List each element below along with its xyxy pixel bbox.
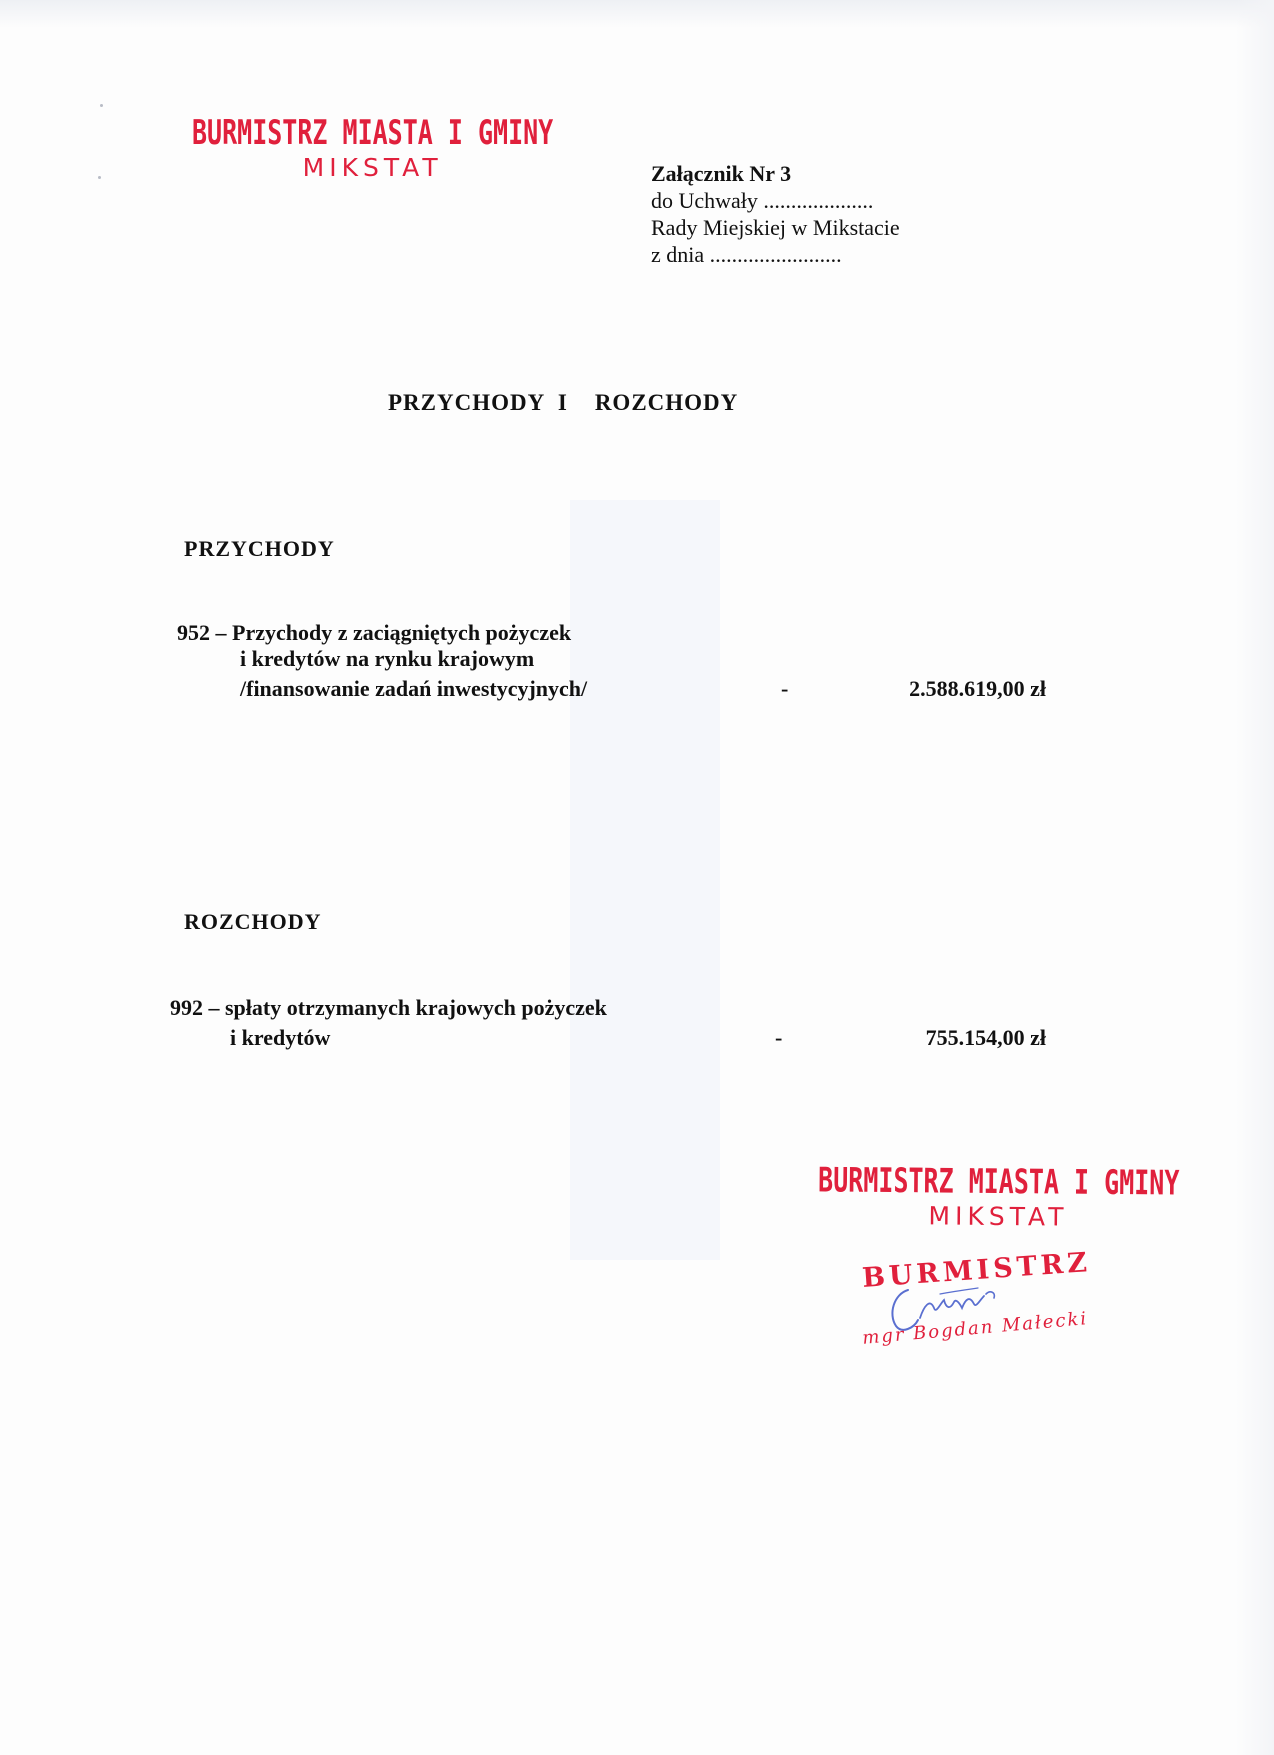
scan-shadow-right	[1236, 0, 1274, 1755]
expense-entry-line-2: i kredytów	[230, 1025, 331, 1050]
signer-name-stamp: mgr Bogdan Małecki	[861, 1308, 1089, 1349]
income-entry-line-3: /finansowanie zadań inwestycyjnych/	[240, 676, 588, 701]
annex-title: Załącznik Nr 3	[651, 161, 792, 186]
stamp-office-title: BURMISTRZ MIASTA I GMINY	[192, 112, 554, 153]
expense-entry-dash: -	[775, 1025, 783, 1050]
annex-resolution-line: do Uchwały ....................	[651, 188, 874, 213]
expense-entry-amount: 755.154,00 zł	[925, 1025, 1046, 1050]
scan-shadow-top	[0, 0, 1274, 28]
scan-shade	[570, 500, 720, 1260]
section-heading-rozchody: ROZCHODY	[184, 909, 322, 934]
income-entry-line-1: 952 – Przychody z zaciągniętych pożyczek	[177, 620, 572, 645]
office-stamp-bottom	[817, 1160, 1180, 1232]
income-entry-line-2: i kredytów na rynku krajowym	[240, 646, 535, 671]
stamp-office-title: BURMISTRZ MIASTA I GMINY	[817, 1160, 1180, 1203]
stamp-office-town: MIKSTAT	[928, 1201, 1069, 1232]
scan-speck	[98, 176, 101, 179]
income-entry-amount: 2.588.619,00 zł	[909, 676, 1046, 701]
income-entry-dash: -	[781, 676, 789, 701]
annex-date-line: z dnia ........................	[651, 242, 842, 267]
signer-title-stamp: BURMISTRZ	[861, 1247, 1092, 1294]
annex-header	[651, 160, 900, 268]
annex-council-line: Rady Miejskiej w Mikstacie	[651, 215, 900, 240]
scan-speck	[100, 104, 103, 107]
stamp-office-town: MIKSTAT	[302, 153, 443, 182]
section-heading-przychody: PRZYCHODY	[184, 536, 335, 561]
office-stamp-top	[192, 112, 554, 182]
expense-entry-line-1: 992 – spłaty otrzymanych krajowych pożyczek	[170, 995, 607, 1020]
page-title: PRZYCHODY I ROZCHODY	[388, 390, 739, 415]
